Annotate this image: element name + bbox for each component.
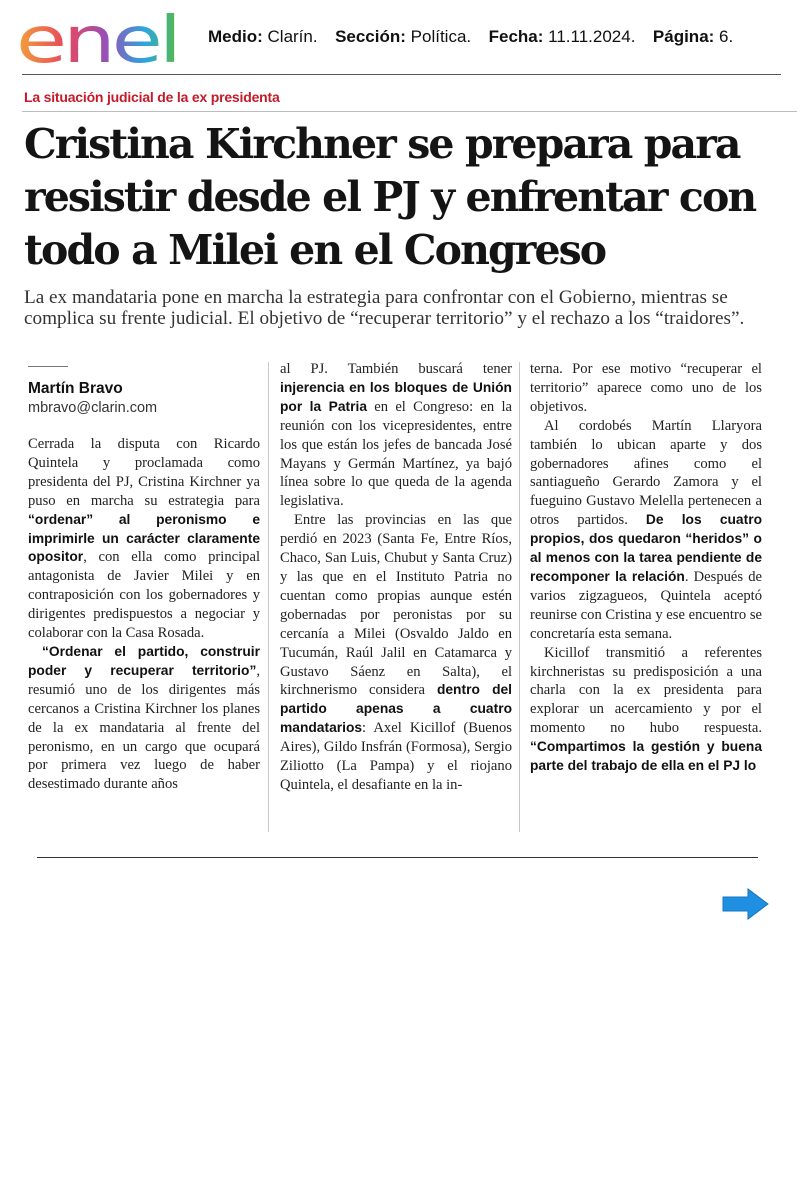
seccion-value: Política. — [410, 27, 472, 46]
medio-label: Medio: — [208, 27, 263, 46]
svg-text:enel: enel — [16, 8, 178, 70]
paragraph: terna. Por ese motivo “recuperar el territorio” aparece como uno de los objetivos. — [530, 361, 762, 415]
header-divider — [22, 74, 781, 75]
clipping-metadata — [208, 27, 733, 47]
fecha-label: Fecha: — [488, 27, 544, 46]
paragraph: “Ordenar el partido, construir poder y recuperar territorio”, resumió uno de los dirigentes más cercanos a Cristina Kirchner los planes de la ex mandataria al frente del peronismo, en un cargo que ocupará por primera vez luego de haber desestimado durante años — [28, 643, 260, 793]
paragraph: Entre las provincias en las que perdió en 2023 (Santa Fe, Entre Ríos, Chaco, San Luis, Chubut y Santa Cruz) y las que en el Instituto Patria no cuentan como propias aunque estén gobernadas por peronistas por su cercanía a Milei (Osvaldo Jaldo en Tucumán, Raúl Jalil en Catamarca y Gustavo Sáenz en Salta), el kirchnerismo considera dentro del partido apenas a cuatro mandatarios: Axel Kicillof (Buenos Aires), Gildo Insfrán (Formosa), Sergio Ziliotto (La Pampa) y el riojano Quintela, el desafiante en la in- — [280, 512, 513, 793]
article-kicker: La situación judicial de la ex presidenta — [24, 89, 280, 105]
paragraph: Cerrada la disputa con Ricardo Quintela y proclamada como presidenta del PJ, Cristina Kirchner ya puso en marcha su estrategia para “ordenar” al peronismo e imprimirle un carácter claramente opositor, con ella como principal antagonista de Javier Milei y en contraposición con los gobernadores y dirigentes predispuestos a negociar y colaborar con la Casa Rosada. — [28, 436, 260, 642]
article-column-2 — [280, 360, 512, 795]
paragraph: Al cordobés Martín Llaryora también lo ubican aparte y dos gobernadores afines como el santiagueño Gerardo Zamora y el fueguino Gustavo Melella pertenecen a otros partidos. De los cuatro propios, dos quedaron “heridos” o al menos con la tarea pendiente de recomponer la relación. Después de varios zigzagueos, Quintela aceptó reunirse con Cristina y ese encuentro se concretaría esta semana. — [530, 417, 762, 642]
fecha-value: 11.11.2024. — [548, 27, 636, 46]
kicker-divider — [22, 111, 797, 112]
medio-value: Clarín. — [267, 27, 318, 46]
column-divider — [268, 362, 269, 832]
author-name: Martín Bravo — [28, 380, 123, 397]
byline-rule — [28, 366, 68, 367]
article-column-3 — [530, 360, 762, 776]
clipping-header — [0, 0, 800, 76]
footer-divider — [37, 857, 758, 858]
author-email: mbravo@clarin.com — [28, 400, 158, 416]
enel-logo — [16, 8, 180, 70]
pagina-label: Página: — [652, 27, 715, 46]
article-column-1 — [28, 360, 260, 794]
article-deck: La ex mandataria pone en marcha la estrategia para confrontar con el Gobierno, mientras se complica su frente judicial. El objetivo de “recuperar territorio” y el rechazo a los “traidores”. — [24, 287, 745, 329]
paragraph: Kicillof transmitió a referentes kirchneristas su predisposición a una charla con la ex presidenta para explorar un acercamiento y por el momento no hubo respuesta. “Compartimos la gestión y buena parte del trabajo de ella en el PJ lo — [530, 644, 762, 774]
article-headline: Cristina Kirchner se prepara para resistir desde el PJ y enfrentar con todo a Milei en el Congreso — [24, 120, 756, 274]
pagina-value: 6. — [719, 27, 734, 46]
seccion-label: Sección: — [335, 27, 406, 46]
paragraph: al PJ. También buscará tener injerencia en los bloques de Unión por la Patria en el Congreso: en la reunión con los vicepresidentes, entre los que están los jefes de bancada José Mayans y Germán Martínez, ya bajó línea sobre lo que queda de la agenda legislativa. — [280, 361, 512, 510]
arrow-right-icon[interactable] — [720, 887, 770, 921]
column-divider — [519, 362, 520, 832]
